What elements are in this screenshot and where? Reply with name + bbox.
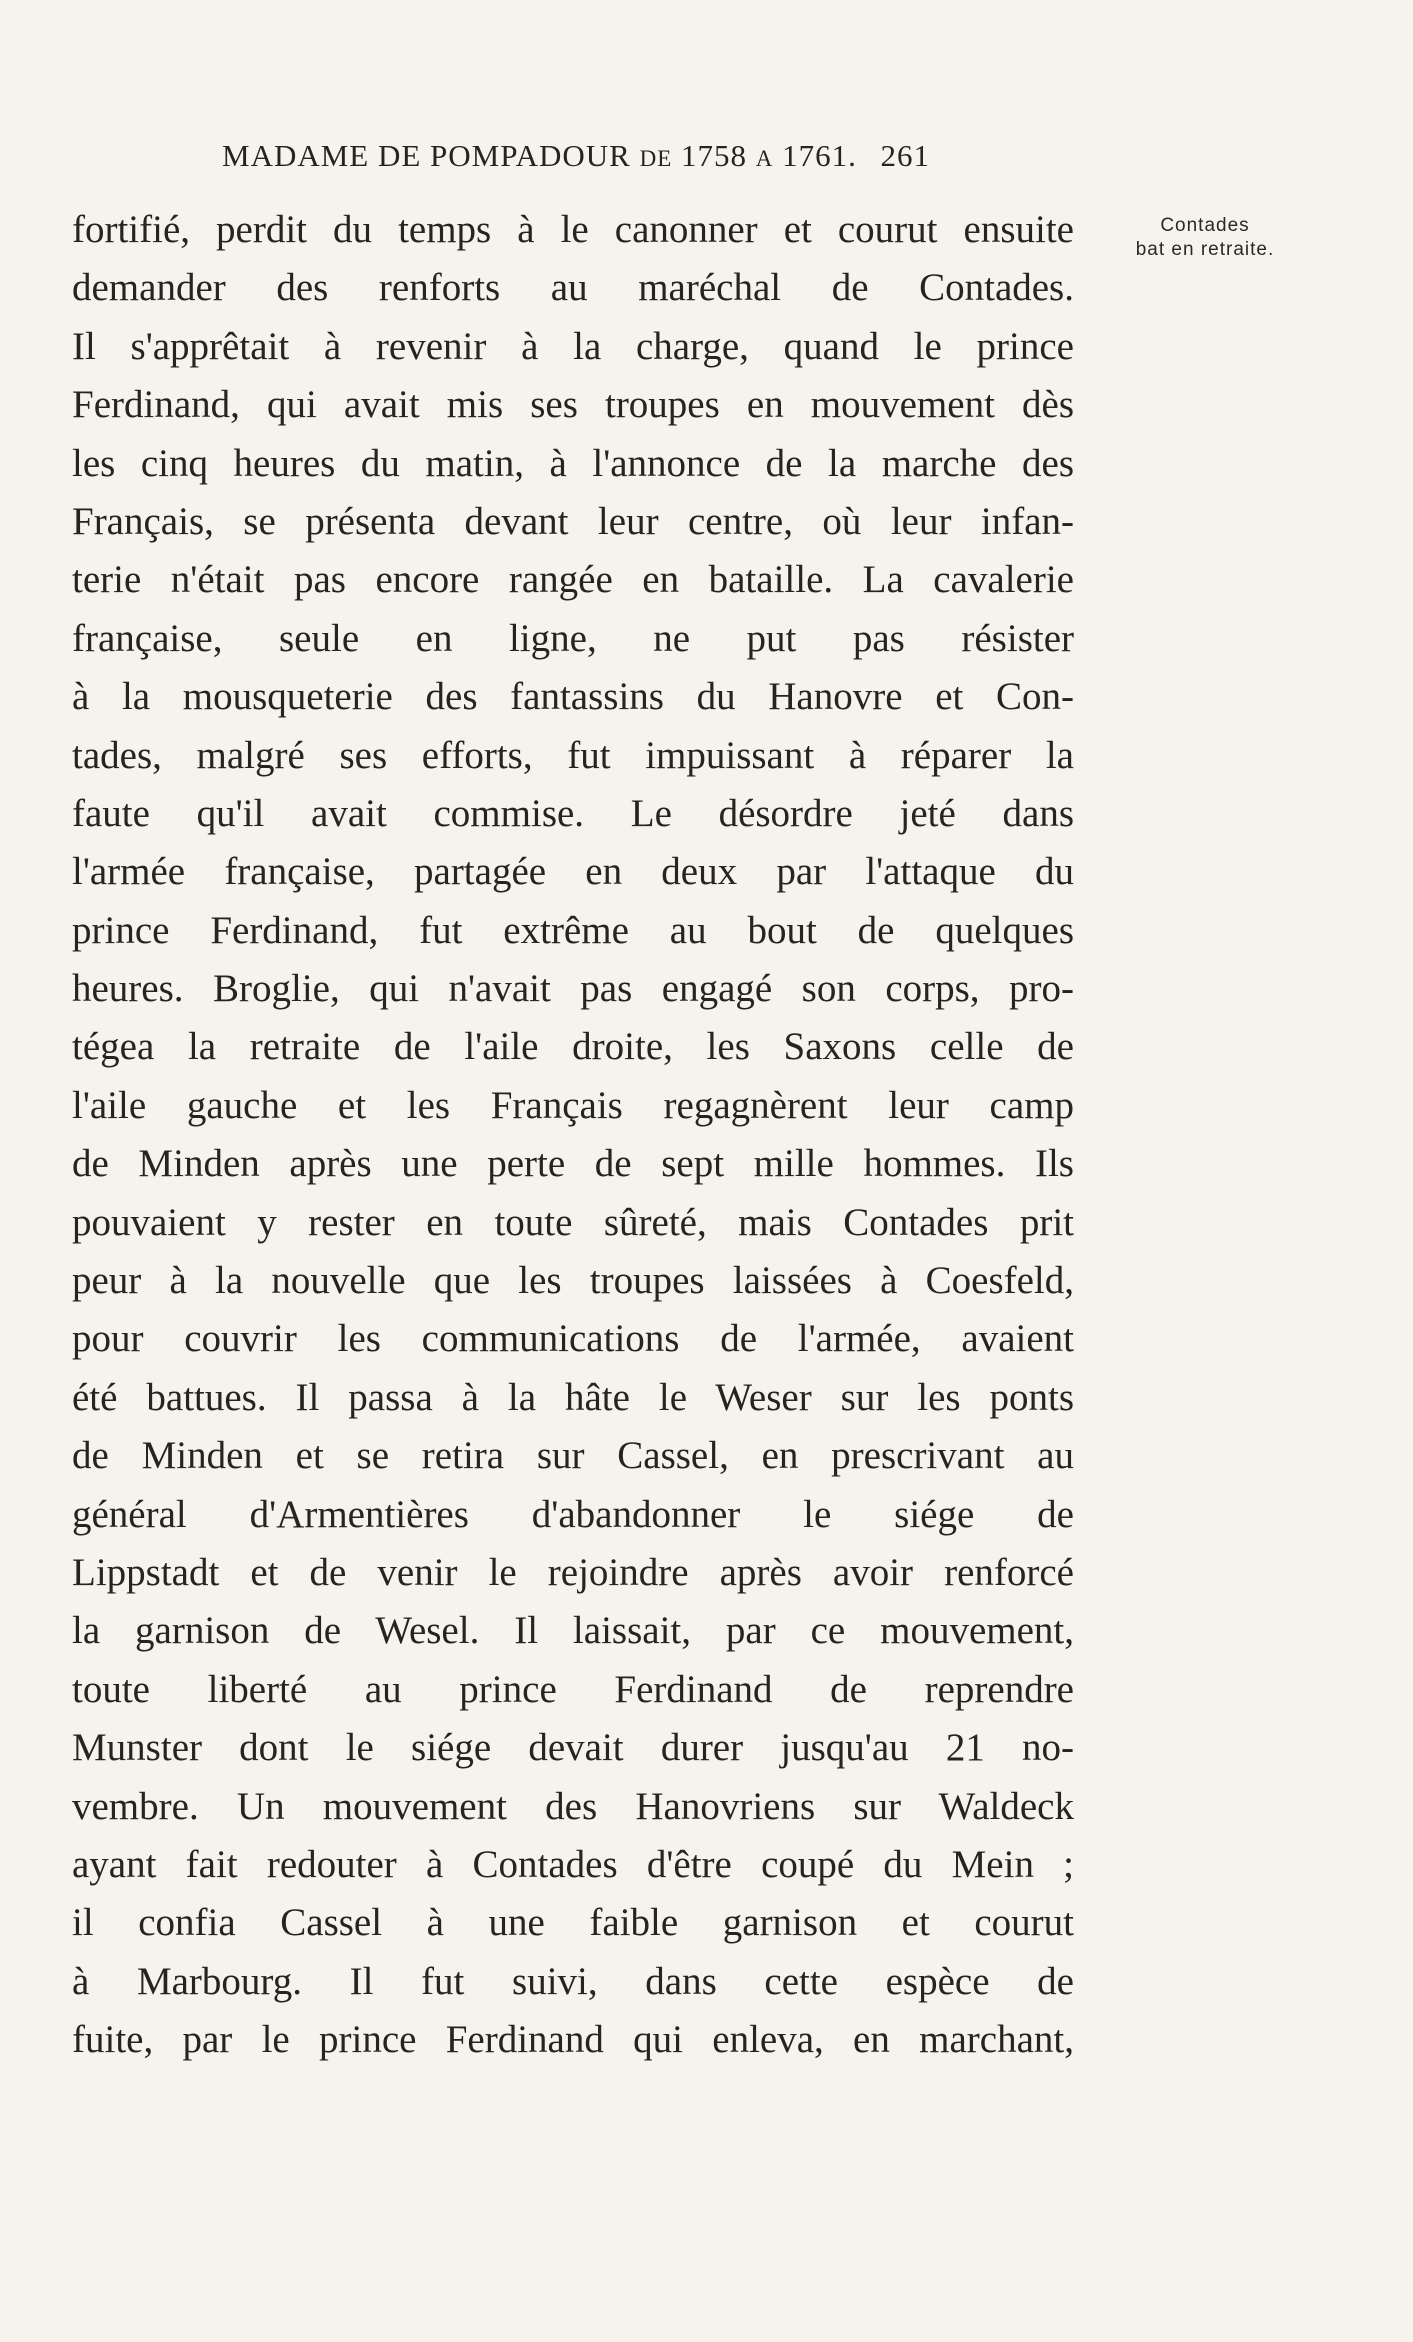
text-line: faute qu'il avait commise. Le désordre jeté dans — [72, 791, 1074, 835]
margin-note-line: Contades — [1160, 215, 1250, 236]
text-line: à la mousqueterie des fantassins du Hanovre et Con- — [72, 675, 1074, 719]
text-line: Munster dont le siége devait durer jusqu'au 21 no- — [72, 1726, 1074, 1770]
margin-note — [1115, 214, 1295, 262]
text-line: ayant fait redouter à Contades d'être coupé du Mein ; — [72, 1842, 1074, 1886]
text-line: de Minden et se retira sur Cassel, en prescrivant au — [72, 1434, 1074, 1478]
text-line: française, seule en ligne, ne put pas résister — [72, 616, 1074, 660]
text-line: général d'Armentières d'abandonner le siége de — [72, 1492, 1074, 1536]
page-number: 261 — [880, 138, 930, 173]
text-line: il confia Cassel à une faible garnison et courut — [72, 1901, 1074, 1945]
running-title: MADAME DE POMPADOUR DE 1758 A 1761. — [222, 138, 857, 173]
text-line: prince Ferdinand, fut extrême au bout de quelques — [72, 908, 1074, 952]
text-line: pouvaient y rester en toute sûreté, mais Contades prit — [72, 1200, 1074, 1244]
text-line: Lippstadt et de venir le rejoindre après avoir renforcé — [72, 1550, 1074, 1594]
text-line: toute liberté au prince Ferdinand de reprendre — [72, 1667, 1074, 1711]
text-line: tégea la retraite de l'aile droite, les Saxons celle de — [72, 1025, 1074, 1069]
text-line: à Marbourg. Il fut suivi, dans cette espèce de — [72, 1959, 1074, 2003]
margin-note-line: bat en retraite. — [1135, 239, 1275, 260]
text-line: terie n'était pas encore rangée en bataille. La cavalerie — [72, 558, 1074, 602]
text-line: Ferdinand, qui avait mis ses troupes en mouvement dès — [72, 383, 1074, 427]
text-line: tades, malgré ses efforts, fut impuissant à réparer la — [72, 733, 1074, 777]
text-line: les cinq heures du matin, à l'annonce de la marche des — [72, 441, 1074, 485]
text-line: l'armée française, partagée en deux par l'attaque du — [72, 850, 1074, 894]
text-line: demander des renforts au maréchal de Contades. — [72, 266, 1074, 310]
text-line: fortifié, perdit du temps à le canonner et courut ensuite — [72, 208, 1074, 251]
text-line: vembre. Un mouvement des Hanovriens sur Waldeck — [72, 1784, 1074, 1828]
body-text — [72, 201, 1074, 2070]
text-line: pour couvrir les communications de l'armée, avaient — [72, 1317, 1074, 1361]
running-header — [222, 138, 930, 178]
text-line: fuite, par le prince Ferdinand qui enleva, en marchant, — [72, 2018, 1074, 2062]
text-line: Français, se présenta devant leur centre, où leur infan- — [72, 499, 1074, 543]
text-line: Il s'apprêtait à revenir à la charge, quand le prince — [72, 324, 1074, 368]
text-line: la garnison de Wesel. Il laissait, par ce mouvement, — [72, 1609, 1074, 1653]
text-line: été battues. Il passa à la hâte le Weser sur les ponts — [72, 1375, 1074, 1419]
text-line: heures. Broglie, qui n'avait pas engagé son corps, pro- — [72, 967, 1074, 1011]
text-line: de Minden après une perte de sept mille hommes. Ils — [72, 1142, 1074, 1186]
text-line: l'aile gauche et les Français regagnèrent leur camp — [72, 1083, 1074, 1127]
text-line: peur à la nouvelle que les troupes laissées à Coesfeld, — [72, 1259, 1074, 1303]
